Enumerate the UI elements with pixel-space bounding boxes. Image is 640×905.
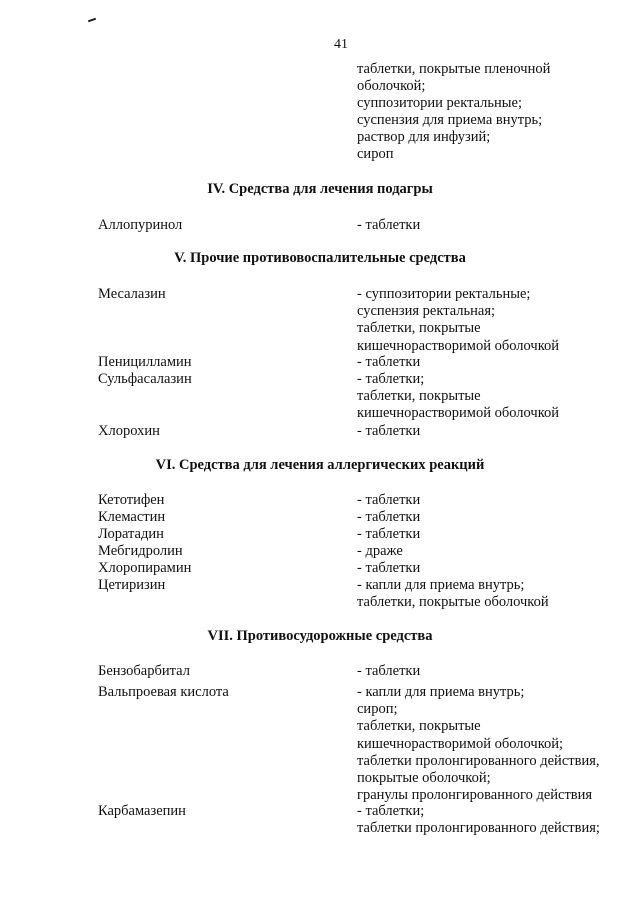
dosage-form-line: таблетки пролонгированного действия; xyxy=(357,820,600,837)
drug-name: Месалазин xyxy=(98,286,166,302)
dosage-forms xyxy=(357,371,627,423)
dosage-forms xyxy=(357,217,627,234)
intro-form-line: суппозитории ректальные; xyxy=(357,95,522,111)
section-heading: VII. Противосудорожные средства xyxy=(207,628,433,644)
dosage-form-line: таблетки, покрытые xyxy=(357,718,481,735)
dosage-form-line: - таблетки xyxy=(357,354,421,370)
dosage-forms xyxy=(357,663,627,680)
dosage-form-line: - суппозитории ректальные; xyxy=(357,286,531,302)
dosage-forms xyxy=(357,543,627,560)
drug-name: Хлорохин xyxy=(98,423,160,439)
dosage-form-line: - капли для приема внутрь; xyxy=(357,577,525,593)
intro-forms xyxy=(357,61,627,163)
dosage-form-line: таблетки, покрытые xyxy=(357,388,481,405)
dosage-form-line: кишечнорастворимой оболочкой; xyxy=(357,735,564,752)
drug-name: Лоратадин xyxy=(98,526,164,542)
dosage-forms xyxy=(357,509,627,526)
drug-name: Карбамазепин xyxy=(98,803,186,819)
dosage-forms xyxy=(357,423,627,440)
dosage-form-line: покрытые оболочкой; xyxy=(357,769,491,786)
intro-form-line: раствор для инфузий; xyxy=(357,129,491,145)
dosage-form-line: - таблетки xyxy=(357,663,421,679)
dosage-forms xyxy=(357,684,627,804)
drug-name: Сульфасалазин xyxy=(98,371,192,387)
drug-name: Кетотифен xyxy=(98,492,165,508)
dosage-form-line: суспензия ректальная; xyxy=(357,303,496,320)
dosage-form-line: - капли для приема внутрь; xyxy=(357,684,525,700)
section-heading: V. Прочие противовоспалительные средства xyxy=(174,250,466,266)
dosage-form-line: сироп; xyxy=(357,701,398,718)
drug-name: Пеницилламин xyxy=(98,354,192,370)
dosage-form-line: таблетки пролонгированного действия, xyxy=(357,752,600,769)
drug-name: Хлоропирамин xyxy=(98,560,192,576)
dosage-form-line: - таблетки xyxy=(357,509,421,525)
dosage-forms xyxy=(357,560,627,577)
drug-name: Вальпроевая кислота xyxy=(98,684,229,700)
dosage-forms xyxy=(357,492,627,509)
section-heading: VI. Средства для лечения аллергических реакций xyxy=(155,457,485,473)
dosage-forms xyxy=(357,354,627,371)
drug-name: Аллопуринол xyxy=(98,217,183,233)
drug-name: Клемастин xyxy=(98,509,166,525)
intro-form-line: оболочкой; xyxy=(357,78,426,94)
dosage-form-line: - таблетки xyxy=(357,526,421,542)
drug-name: Бензобарбитал xyxy=(98,663,190,679)
dosage-forms xyxy=(357,803,627,837)
dosage-form-line: таблетки, покрытые оболочкой xyxy=(357,594,549,611)
dosage-form-line: гранулы пролонгированного действия xyxy=(357,787,593,804)
intro-form-line: таблетки, покрытые пленочной xyxy=(357,61,551,77)
drug-name: Мебгидролин xyxy=(98,543,183,559)
intro-form-line: сироп xyxy=(357,146,394,162)
dosage-form-line: таблетки, покрытые xyxy=(357,320,481,337)
scan-mark xyxy=(88,18,96,23)
dosage-form-line: - таблетки; xyxy=(357,803,425,819)
intro-form-line: суспензия для приема внутрь; xyxy=(357,112,543,128)
page-number: 41 xyxy=(334,37,348,52)
dosage-form-line: - таблетки; xyxy=(357,371,425,387)
dosage-form-line: - таблетки xyxy=(357,492,421,508)
dosage-forms xyxy=(357,577,627,611)
dosage-forms xyxy=(357,526,627,543)
dosage-form-line: кишечнорастворимой оболочкой xyxy=(357,337,560,354)
dosage-form-line: - драже xyxy=(357,543,403,559)
drug-name: Цетиризин xyxy=(98,577,166,593)
dosage-form-line: - таблетки xyxy=(357,560,421,576)
section-heading: IV. Средства для лечения подагры xyxy=(207,181,433,197)
dosage-form-line: - таблетки xyxy=(357,217,421,233)
dosage-forms xyxy=(357,286,627,355)
dosage-form-line: - таблетки xyxy=(357,423,421,439)
dosage-form-line: кишечнорастворимой оболочкой xyxy=(357,405,560,422)
